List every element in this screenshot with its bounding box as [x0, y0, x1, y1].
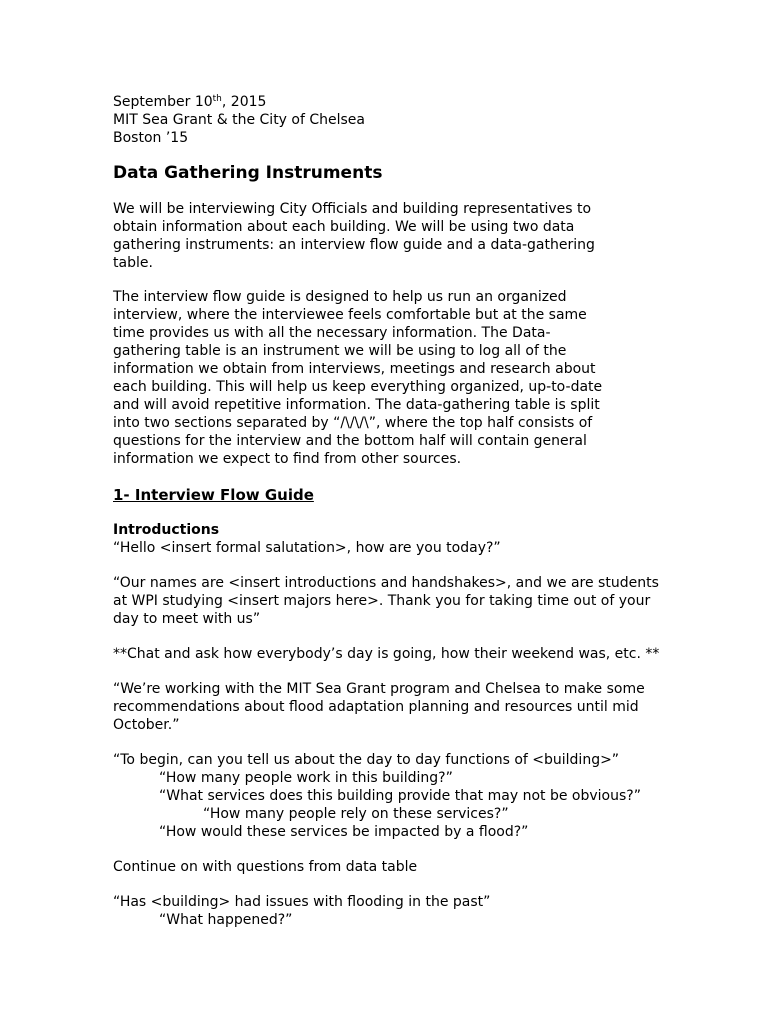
paragraph-line: questions for the interview and the bottom half will contain general: [113, 433, 587, 449]
paragraph-line: at WPI studying <insert majors here>. Thank you for taking time out of your: [113, 593, 651, 609]
date-ordinal: th: [212, 94, 222, 104]
flooding-question-block: [113, 893, 653, 929]
working-paragraph: [113, 680, 653, 734]
date-year: , 2015: [221, 94, 267, 110]
document-title: Data Gathering Instruments: [113, 163, 383, 183]
paragraph-line: We will be interviewing City Officials and building representatives to: [113, 201, 592, 217]
paragraph-line: interview, where the interviewee feels comfortable but at the same: [113, 307, 587, 323]
paragraph-line: into two sections separated by “/\/\/\”, where the top half consists of: [113, 415, 593, 431]
paragraph-line: gathering table is an instrument we will be using to log all of the: [113, 343, 567, 359]
org-line: MIT Sea Grant & the City of Chelsea: [113, 112, 365, 128]
date-text: September 10: [113, 94, 213, 110]
hello-line: “Hello <insert formal salutation>, how are you today?”: [113, 540, 501, 556]
continue-line: Continue on with questions from data table: [113, 859, 418, 875]
intro-paragraph: [113, 200, 653, 272]
paragraph-line: obtain information about each building. We will be using two data: [113, 219, 575, 235]
paragraph-line: information we obtain from interviews, meetings and research about: [113, 361, 596, 377]
paragraph-line: recommendations about flood adaptation planning and resources until mid: [113, 699, 639, 715]
introductions-heading: Introductions: [113, 522, 220, 538]
chat-line: **Chat and ask how everybody’s day is going, how their weekend was, etc. **: [113, 646, 660, 662]
section-title-interview-flow-guide: 1- Interview Flow Guide: [113, 486, 314, 504]
letter-header: [113, 93, 653, 147]
document-page: [113, 93, 660, 929]
begin-line: “To begin, can you tell us about the day to day functions of <building>”: [113, 752, 620, 768]
question-impacted: “How would these services be impacted by a flood?”: [159, 824, 529, 840]
begin-question-block: [113, 751, 653, 841]
paragraph-line: October.”: [113, 717, 180, 733]
question-services: “What services does this building provide that may not be obvious?”: [159, 788, 641, 804]
paragraph-line: information we expect to find from other sources.: [113, 451, 462, 467]
overview-paragraph: [113, 288, 653, 468]
continue-note: [113, 858, 653, 876]
names-paragraph: [113, 574, 659, 628]
paragraph-line: table.: [113, 255, 153, 271]
paragraph-line: “Our names are <insert introductions and handshakes>, and we are students: [113, 575, 659, 591]
team-line: Boston ’15: [113, 130, 189, 146]
date-line: [113, 93, 653, 111]
question-happened: “What happened?”: [159, 912, 293, 928]
paragraph-line: The interview flow guide is designed to help us run an organized: [113, 289, 567, 305]
question-people-work: “How many people work in this building?”: [159, 770, 453, 786]
paragraph-line: each building. This will help us keep everything organized, up-to-date: [113, 379, 603, 395]
paragraph-line: day to meet with us”: [113, 611, 261, 627]
flooding-line: “Has <building> had issues with flooding in the past”: [113, 894, 491, 910]
chat-note: [113, 645, 660, 663]
paragraph-line: time provides us with all the necessary information. The Data-: [113, 325, 551, 341]
question-rely: “How many people rely on these services?”: [203, 806, 509, 822]
paragraph-line: gathering instruments: an interview flow guide and a data-gathering: [113, 237, 595, 253]
paragraph-line: “We’re working with the MIT Sea Grant program and Chelsea to make some: [113, 681, 645, 697]
paragraph-line: and will avoid repetitive information. The data-gathering table is split: [113, 397, 600, 413]
